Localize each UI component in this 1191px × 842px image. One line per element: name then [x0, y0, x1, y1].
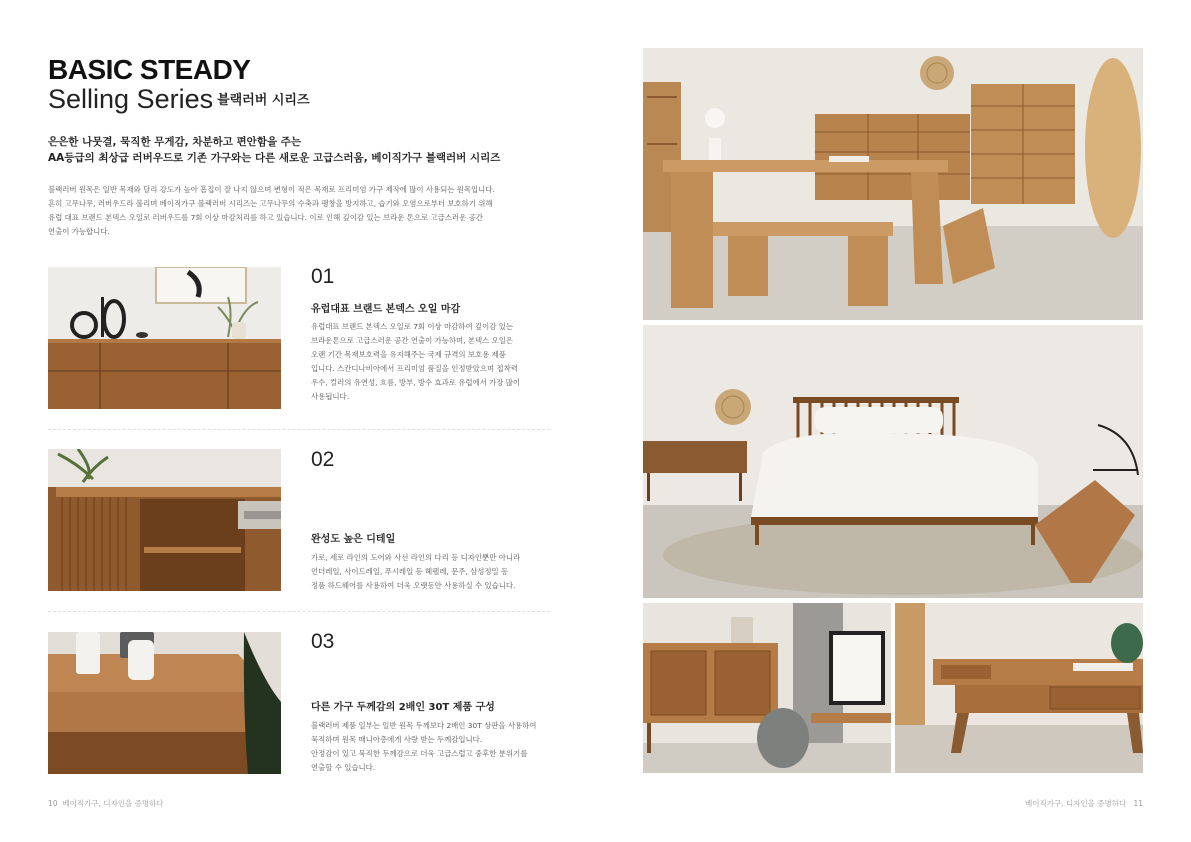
- divider: [48, 611, 550, 612]
- desc-line: 묵직하며 원목 매니아층에게 사랑 받는 두께감입니다.: [311, 735, 483, 744]
- page-number-left: 10: [48, 799, 58, 808]
- desc-line: 사용됩니다.: [311, 392, 350, 401]
- bedroom-photo: [643, 325, 1143, 598]
- body-line: 유럽 대표 브랜드 본덱스 오일로 러버우드를 7회 이상 마감처리를 하고 있습니다. 이로 인해 깊이감 있는 브라운 톤으로 고급스러운 공간: [48, 213, 483, 222]
- desc-line: 유럽대표 브랜드 본덱스 오일로 7회 이상 마감하여 깊이감 있는: [311, 322, 513, 331]
- intro-lead: [48, 134, 568, 166]
- title-korean: 블랙러버 시리즈: [217, 93, 310, 108]
- page-number-right: 11: [1133, 799, 1143, 808]
- title-selling-series: Selling Series: [48, 84, 214, 114]
- feature-03-number: 03: [311, 630, 335, 653]
- feature-01-photo: [48, 267, 281, 409]
- body-line: 블랙러버 원목은 일반 목재와 달리 강도가 높아 흠집이 잘 나지 않으며 변형이 적은 목재로 프리미엄 가구 제작에 많이 사용되는 원목입니다.: [48, 185, 495, 194]
- footer-left: [48, 798, 164, 809]
- desc-line: 오랜 기간 목재보호력을 유지해주는 국제 규격의 보호용 제품: [311, 350, 506, 359]
- divider: [48, 429, 550, 430]
- living-cabinet-photo: [643, 603, 891, 773]
- desc-line: 우수, 컬러의 유연성, 흐름, 방부, 방수 효과로 유럽에서 가장 많이: [311, 378, 521, 387]
- feature-03-title: 다른 가구 두께감의 2배인 30T 제품 구성: [311, 702, 495, 713]
- feature-02-title: 완성도 높은 디테일: [311, 534, 396, 545]
- desc-line: 브라운톤으로 고급스러운 공간 연출이 가능하며, 본덱스 오일은: [311, 336, 514, 345]
- title-line2: [48, 84, 310, 115]
- lead-line-1: 은은한 나뭇결, 묵직한 무게감, 차분하고 편안함을 주는: [48, 136, 302, 148]
- footer-right-text: 베이직가구, 디자인을 증명하다: [1024, 799, 1127, 808]
- body-line: 연출이 가능합니다.: [48, 227, 110, 236]
- feature-02-desc: [311, 551, 551, 593]
- desc-line: 가로, 세로 라인의 도어와 사선 라인의 다리 등 디자인뿐만 아니라: [311, 553, 521, 562]
- feature-01-desc: [311, 320, 551, 404]
- desc-line: 블랙러버 제품 일부는 일반 원목 두께보다 2배인 30T 상판을 사용하여: [311, 721, 537, 730]
- feature-01-title: 유럽대표 브랜드 본덱스 오일 마감: [311, 304, 461, 315]
- feature-03-desc: [311, 719, 551, 775]
- title-line1: BASIC STEADY: [48, 54, 251, 85]
- feature-01-number: 01: [311, 265, 335, 288]
- lead-line-2: AA등급의 최상급 러버우드로 기존 가구와는 다른 새로운 고급스러움, 베이직가구 블랙러버 시리즈: [48, 152, 501, 164]
- desc-line: 연출할 수 있습니다.: [311, 763, 376, 772]
- desc-line: 언더레일, 사이드레일, 푸시레일 등 헤펠레, 문주, 삼성정밀 등: [311, 567, 509, 576]
- living-table-photo: [895, 603, 1143, 773]
- desc-line: 정품 하드웨어를 사용하여 더욱 오랫동안 사용하실 수 있습니다.: [311, 581, 516, 590]
- dining-room-photo: [643, 48, 1143, 320]
- footer-left-text: 베이직가구, 디자인을 증명하다: [62, 799, 164, 808]
- intro-body: [48, 183, 550, 239]
- feature-02-number: 02: [311, 448, 335, 471]
- body-line: 흔히 고무나무, 러버우드라 불리며 베이직가구 블랙러버 시리즈는 고무나무의 수축과 팽창을 방지하고, 습기와 오염으로부터 보호하기 위해: [48, 199, 493, 208]
- desc-line: 안정감이 있고 묵직한 두께감으로 더욱 고급스럽고 중후한 분위기를: [311, 749, 528, 758]
- desc-line: 입니다. 스칸디나비아에서 프리미엄 품질을 인정받았으며 접착력: [311, 364, 518, 373]
- feature-03-photo: [48, 632, 281, 774]
- footer-right: [1025, 798, 1143, 809]
- feature-02-photo: [48, 449, 281, 591]
